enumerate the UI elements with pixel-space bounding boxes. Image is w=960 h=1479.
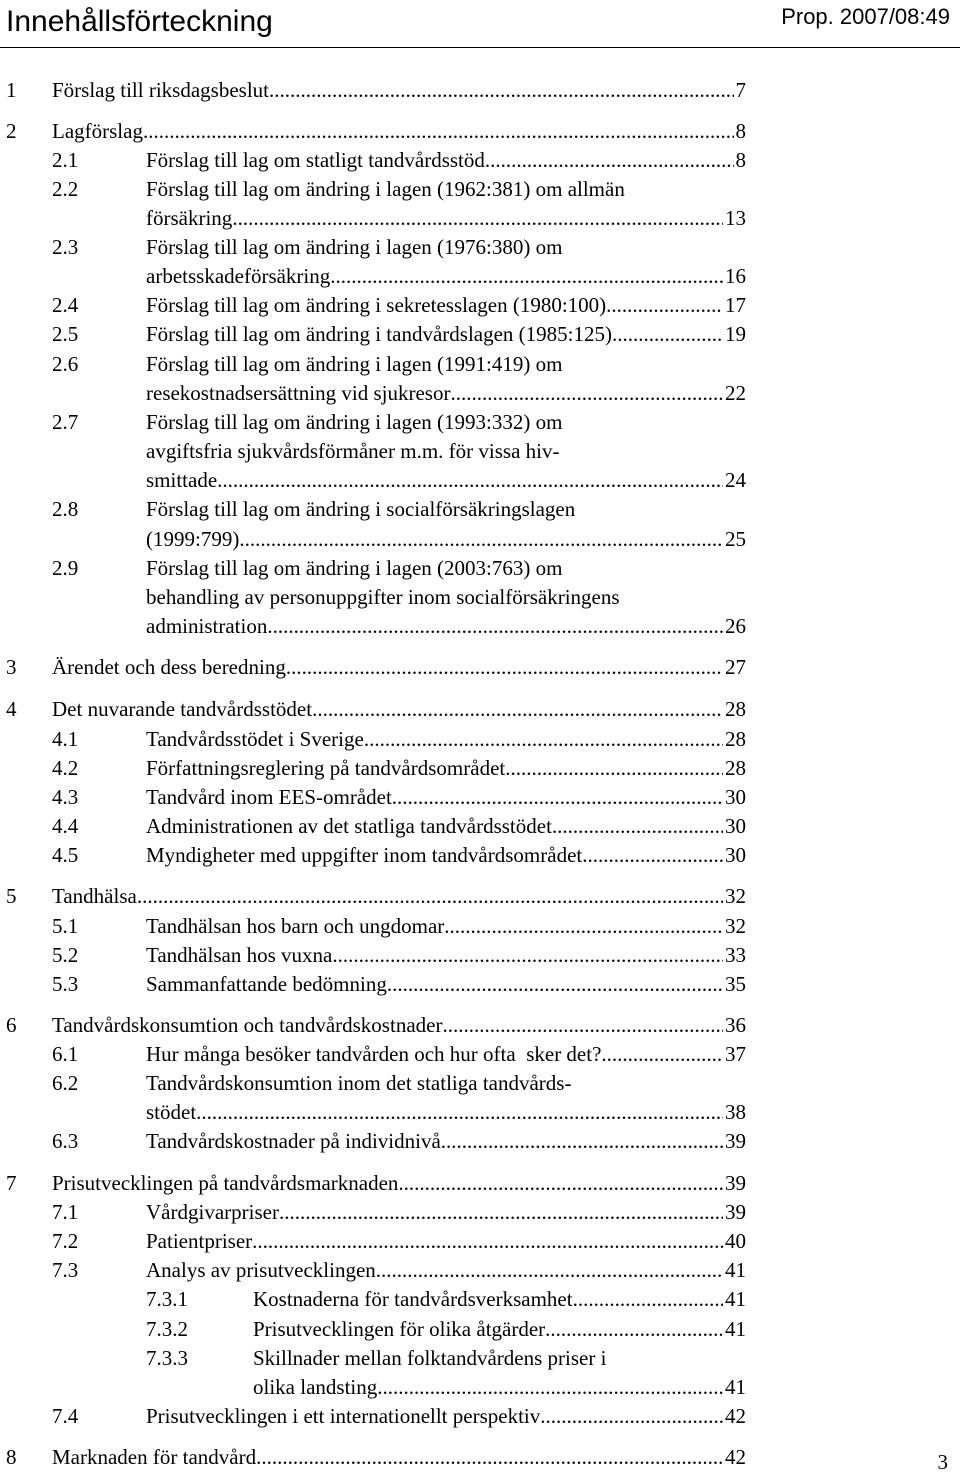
toc-number: 2.1 bbox=[52, 148, 79, 172]
toc-title-line bbox=[52, 1443, 746, 1471]
toc-title: Förslag till lag om ändring i lagen (1993:332) om bbox=[146, 410, 563, 434]
toc-entry-5-2[interactable] bbox=[52, 941, 746, 969]
toc-entry-2-5[interactable] bbox=[52, 320, 746, 348]
toc-title: Ärendet och dess beredning bbox=[52, 655, 286, 679]
toc-number: 4.3 bbox=[52, 785, 79, 809]
toc-page: 41 bbox=[725, 1258, 746, 1282]
toc-title-line bbox=[146, 1040, 746, 1068]
toc-title-line bbox=[52, 882, 746, 910]
toc-title-continuation: behandling av personuppgifter inom socialförsäkringens bbox=[146, 585, 620, 609]
toc-title-line bbox=[52, 1169, 746, 1197]
toc-title: Författningsreglering på tandvårdsområdet bbox=[146, 756, 506, 780]
dot-leader bbox=[312, 695, 723, 723]
toc-title-line bbox=[146, 146, 746, 174]
dot-leader bbox=[612, 320, 723, 348]
dot-leader bbox=[286, 653, 723, 681]
toc-title: Tandvårdsstödet i Sverige bbox=[146, 727, 364, 751]
dot-leader bbox=[582, 841, 723, 869]
toc-title: Patientpriser bbox=[146, 1229, 253, 1253]
toc-title-continuation: smittade bbox=[146, 468, 218, 492]
toc-page: 30 bbox=[725, 843, 746, 867]
toc-entry-7-2[interactable] bbox=[52, 1227, 746, 1255]
toc-title-line bbox=[52, 1011, 746, 1039]
toc-page: 27 bbox=[725, 655, 746, 679]
toc-entry-2-9-cont[interactable] bbox=[146, 583, 746, 611]
toc-page: 41 bbox=[725, 1375, 746, 1399]
toc-entry-2-9-cont2[interactable] bbox=[146, 612, 746, 640]
dot-leader bbox=[606, 291, 723, 319]
toc-page: 37 bbox=[725, 1042, 746, 1066]
toc-number: 6.1 bbox=[52, 1042, 79, 1066]
toc-title-line bbox=[253, 1315, 746, 1343]
toc-title: Prisutvecklingen på tandvårdsmarknaden bbox=[52, 1171, 399, 1195]
dot-leader bbox=[267, 612, 723, 640]
toc-title-continuation: försäkring bbox=[146, 206, 233, 230]
toc-title: Sammanfattande bedömning bbox=[146, 972, 387, 996]
toc-entry-2-8-cont[interactable] bbox=[146, 525, 746, 553]
dot-leader bbox=[377, 1373, 723, 1401]
toc-entry-4-3[interactable] bbox=[52, 783, 746, 811]
toc-number: 2.2 bbox=[52, 177, 79, 201]
toc-title: Förslag till lag om ändring i lagen (1962:381) om allmän bbox=[146, 177, 625, 201]
toc-page: 35 bbox=[725, 972, 746, 996]
toc-title-line bbox=[52, 76, 746, 104]
toc-title-line bbox=[146, 291, 746, 319]
toc-title-line bbox=[146, 1098, 746, 1126]
toc-number: 7.3.2 bbox=[146, 1317, 188, 1341]
dot-leader bbox=[601, 1040, 723, 1068]
toc-number: 5 bbox=[6, 884, 17, 908]
toc-page: 8 bbox=[735, 119, 746, 143]
toc-number: 7.3.3 bbox=[146, 1346, 188, 1370]
toc-page: 24 bbox=[725, 468, 746, 492]
toc-title: Vårdgivarpriser bbox=[146, 1200, 279, 1224]
toc-entry-2-2[interactable] bbox=[52, 175, 746, 203]
toc-entry-8[interactable] bbox=[6, 1443, 746, 1471]
toc-page: 39 bbox=[725, 1171, 746, 1195]
toc-title-line bbox=[146, 379, 746, 407]
toc-entry-4-2[interactable] bbox=[52, 754, 746, 782]
toc-number: 6.2 bbox=[52, 1071, 79, 1095]
toc-number: 7.2 bbox=[52, 1229, 79, 1253]
toc-title: Tandvårdskostnader på individnivå bbox=[146, 1129, 441, 1153]
toc-number: 2.5 bbox=[52, 322, 79, 346]
toc-number: 2.3 bbox=[52, 235, 79, 259]
toc-title-line bbox=[146, 970, 746, 998]
dot-leader bbox=[196, 1098, 723, 1126]
dot-leader bbox=[376, 1256, 723, 1284]
toc-page: 17 bbox=[725, 293, 746, 317]
toc-entry-4[interactable] bbox=[6, 695, 746, 723]
toc-page: 38 bbox=[725, 1100, 746, 1124]
toc-title: Skillnader mellan folktandvårdens priser i bbox=[253, 1346, 607, 1370]
toc-number: 1 bbox=[6, 78, 17, 102]
dot-leader bbox=[364, 725, 723, 753]
toc-entry-6-1[interactable] bbox=[52, 1040, 746, 1068]
toc-entry-4-4[interactable] bbox=[52, 812, 746, 840]
toc-title: Tandvårdskonsumtion och tandvårdskostnader bbox=[52, 1013, 443, 1037]
toc-page: 26 bbox=[725, 614, 746, 638]
toc-title-line bbox=[146, 262, 746, 290]
dot-leader bbox=[505, 754, 723, 782]
toc-title-line bbox=[253, 1373, 746, 1401]
dot-leader bbox=[485, 146, 734, 174]
toc-number: 7.3 bbox=[52, 1258, 79, 1282]
toc-entry-1[interactable] bbox=[6, 76, 746, 104]
toc-page: 32 bbox=[725, 884, 746, 908]
toc-page: 7 bbox=[735, 78, 746, 102]
dot-leader bbox=[540, 1402, 723, 1430]
toc-title: Kostnaderna för tandvårdsverksamhet bbox=[253, 1287, 573, 1311]
dot-leader bbox=[217, 466, 723, 494]
toc-title: Tandhälsan hos vuxna bbox=[146, 943, 333, 967]
toc-page: 30 bbox=[725, 785, 746, 809]
dot-leader bbox=[332, 941, 723, 969]
toc-entry-2-3-cont[interactable] bbox=[146, 262, 746, 290]
toc-number: 7.3.1 bbox=[146, 1287, 188, 1311]
dot-leader bbox=[573, 1285, 723, 1313]
toc-title-line bbox=[146, 1127, 746, 1155]
toc-title: Förslag till lag om ändring i lagen (2003:763) om bbox=[146, 556, 563, 580]
toc-entry-6[interactable] bbox=[6, 1011, 746, 1039]
toc-title-line bbox=[146, 725, 746, 753]
toc-number: 2.4 bbox=[52, 293, 79, 317]
toc-title-line bbox=[146, 525, 746, 553]
toc-title: Tandhälsan hos barn och ungdomar bbox=[146, 914, 445, 938]
toc-title-line bbox=[146, 841, 746, 869]
toc-number: 2 bbox=[6, 119, 17, 143]
toc-entry-2-3[interactable] bbox=[52, 233, 746, 261]
toc-page: 22 bbox=[725, 381, 746, 405]
toc-entry-5-1[interactable] bbox=[52, 912, 746, 940]
toc-page: 33 bbox=[725, 943, 746, 967]
toc-title-continuation: avgiftsfria sjukvårdsförmåner m.m. för vissa hiv- bbox=[146, 439, 560, 463]
toc-title-line bbox=[146, 941, 746, 969]
toc-title-line bbox=[253, 1285, 746, 1313]
toc-title-line bbox=[146, 754, 746, 782]
dot-leader bbox=[450, 379, 723, 407]
toc-number: 5.3 bbox=[52, 972, 79, 996]
toc-entry-6-3[interactable] bbox=[52, 1127, 746, 1155]
toc-page: 40 bbox=[725, 1229, 746, 1253]
toc-number: 2.7 bbox=[52, 410, 79, 434]
toc-entry-2-7[interactable] bbox=[52, 408, 746, 436]
toc-title-continuation: stödet bbox=[146, 1100, 197, 1124]
toc-title: Prisutvecklingen i ett internationellt perspektiv bbox=[146, 1404, 541, 1428]
toc-title-line bbox=[146, 612, 746, 640]
toc-page: 19 bbox=[725, 322, 746, 346]
toc-entry-2-8[interactable] bbox=[52, 495, 746, 523]
dot-leader bbox=[256, 1443, 723, 1471]
toc-number: 7.1 bbox=[52, 1200, 79, 1224]
toc-page: 39 bbox=[725, 1129, 746, 1153]
toc-page: 30 bbox=[725, 814, 746, 838]
toc-title: Förslag till lag om ändring i lagen (1976:380) om bbox=[146, 235, 563, 259]
toc-title: Förslag till lag om ändring i lagen (1991:419) om bbox=[146, 352, 563, 376]
toc-page: 25 bbox=[725, 527, 746, 551]
toc-entry-2[interactable] bbox=[6, 117, 746, 145]
dot-leader bbox=[143, 117, 734, 145]
toc-title-line bbox=[146, 320, 746, 348]
toc-entry-7-3-1[interactable] bbox=[146, 1285, 746, 1313]
toc-title-continuation: arbetsskadeförsäkring bbox=[146, 264, 331, 288]
document-title: Innehållsförteckning bbox=[6, 5, 273, 38]
toc-entry-7-3-2[interactable] bbox=[146, 1315, 746, 1343]
toc-number: 7 bbox=[6, 1171, 17, 1195]
toc-title-continuation: (1999:799) bbox=[146, 527, 240, 551]
toc-entry-7-3-3[interactable] bbox=[146, 1344, 746, 1372]
dot-leader bbox=[392, 783, 723, 811]
toc-number: 6.3 bbox=[52, 1129, 79, 1153]
toc-entry-7[interactable] bbox=[6, 1169, 746, 1197]
toc-page: 8 bbox=[735, 148, 746, 172]
toc-title: Förslag till lag om statligt tandvårdsstöd bbox=[146, 148, 485, 172]
toc-entry-7-3-3-cont[interactable] bbox=[253, 1373, 746, 1401]
toc-page: 28 bbox=[725, 727, 746, 751]
toc-title: Förslag till lag om ändring i socialförsäkringslagen bbox=[146, 497, 576, 521]
toc-title-line bbox=[146, 812, 746, 840]
toc-number: 4 bbox=[6, 697, 17, 721]
toc-number: 2.6 bbox=[52, 352, 79, 376]
toc-title: Prisutvecklingen för olika åtgärder bbox=[253, 1317, 546, 1341]
toc-title-line bbox=[146, 1256, 746, 1284]
dot-leader bbox=[441, 1127, 723, 1155]
toc-number: 4.4 bbox=[52, 814, 79, 838]
dot-leader bbox=[279, 1198, 723, 1226]
toc-title-line bbox=[52, 117, 746, 145]
toc-entry-4-1[interactable] bbox=[52, 725, 746, 753]
toc-title-continuation: olika landsting bbox=[253, 1375, 378, 1399]
toc-page: 32 bbox=[725, 914, 746, 938]
toc-title-line bbox=[52, 695, 746, 723]
toc-entry-7-3[interactable] bbox=[52, 1256, 746, 1284]
toc-entry-2-4[interactable] bbox=[52, 291, 746, 319]
dot-leader bbox=[545, 1315, 723, 1343]
toc-entry-5[interactable] bbox=[6, 882, 746, 910]
toc-title: Det nuvarande tandvårdsstödet bbox=[52, 697, 313, 721]
toc-number: 4.1 bbox=[52, 727, 79, 751]
toc-title: Förslag till lag om ändring i tandvårdslagen (1985:125) bbox=[146, 322, 612, 346]
dot-leader bbox=[442, 1011, 723, 1039]
toc-title-line bbox=[146, 1227, 746, 1255]
toc-title: Förslag till lag om ändring i sekretesslagen (1980:100) bbox=[146, 293, 607, 317]
toc-title-line bbox=[146, 1198, 746, 1226]
dot-leader bbox=[387, 970, 723, 998]
toc-title: Lagförslag bbox=[52, 119, 143, 143]
dot-leader bbox=[252, 1227, 723, 1255]
toc-entry-2-7-cont[interactable] bbox=[146, 437, 746, 465]
toc-title-continuation: resekostnadsersättning vid sjukresor bbox=[146, 381, 451, 405]
toc-entry-7-1[interactable] bbox=[52, 1198, 746, 1226]
toc-title-line bbox=[146, 1402, 746, 1430]
toc-page: 42 bbox=[725, 1445, 746, 1469]
toc-title: Tandvårdskonsumtion inom det statliga tandvårds- bbox=[146, 1071, 572, 1095]
toc-page: 41 bbox=[725, 1287, 746, 1311]
toc-number: 2.8 bbox=[52, 497, 79, 521]
toc-page: 39 bbox=[725, 1200, 746, 1224]
toc-number: 2.9 bbox=[52, 556, 79, 580]
toc-entry-4-5[interactable] bbox=[52, 841, 746, 869]
toc-title: Marknaden för tandvård bbox=[52, 1445, 257, 1469]
dot-leader bbox=[232, 204, 723, 232]
dot-leader bbox=[444, 912, 723, 940]
page-number: 3 bbox=[937, 1450, 948, 1474]
dot-leader bbox=[330, 262, 723, 290]
toc-entry-3[interactable] bbox=[6, 653, 746, 681]
toc-page: 28 bbox=[725, 756, 746, 780]
toc-title-continuation: administration bbox=[146, 614, 268, 638]
toc-number: 6 bbox=[6, 1013, 17, 1037]
toc-entry-7-4[interactable] bbox=[52, 1402, 746, 1430]
toc-number: 8 bbox=[6, 1445, 17, 1469]
toc-entry-6-2[interactable] bbox=[52, 1069, 746, 1097]
toc-entry-2-9[interactable] bbox=[52, 554, 746, 582]
dot-leader bbox=[552, 812, 723, 840]
toc-number: 5.1 bbox=[52, 914, 79, 938]
toc-title-line bbox=[146, 912, 746, 940]
toc-title: Tandvård inom EES-området bbox=[146, 785, 392, 809]
dot-leader bbox=[269, 76, 734, 104]
toc-number: 5.2 bbox=[52, 943, 79, 967]
toc-entry-5-3[interactable] bbox=[52, 970, 746, 998]
toc-number: 3 bbox=[6, 655, 17, 679]
toc-entry-2-1[interactable] bbox=[52, 146, 746, 174]
toc-title: Förslag till riksdagsbeslut bbox=[52, 78, 269, 102]
toc-entry-2-6[interactable] bbox=[52, 350, 746, 378]
toc-entry-2-2-cont[interactable] bbox=[146, 204, 746, 232]
toc-page: 13 bbox=[725, 206, 746, 230]
toc-title-line bbox=[146, 204, 746, 232]
toc-title-line bbox=[146, 466, 746, 494]
toc-title: Hur många besöker tandvården och hur ofta sker det? bbox=[146, 1042, 602, 1066]
toc-title: Myndigheter med uppgifter inom tandvårdsområdet bbox=[146, 843, 583, 867]
toc-entry-2-7-cont2[interactable] bbox=[146, 466, 746, 494]
toc-title-line bbox=[146, 783, 746, 811]
proposition-reference: Prop. 2007/08:49 bbox=[781, 4, 950, 29]
toc-number: 4.2 bbox=[52, 756, 79, 780]
dot-leader bbox=[398, 1169, 723, 1197]
toc-page: 16 bbox=[725, 264, 746, 288]
toc-page: 36 bbox=[725, 1013, 746, 1037]
toc-title-line bbox=[52, 653, 746, 681]
toc-entry-6-2-cont[interactable] bbox=[146, 1098, 746, 1126]
dot-leader bbox=[137, 882, 723, 910]
toc-number: 7.4 bbox=[52, 1404, 79, 1428]
dot-leader bbox=[239, 525, 723, 553]
toc-title: Administrationen av det statliga tandvårdsstödet bbox=[146, 814, 552, 838]
toc-entry-2-6-cont[interactable] bbox=[146, 379, 746, 407]
toc-page: 28 bbox=[725, 697, 746, 721]
toc-page: 42 bbox=[725, 1404, 746, 1428]
toc-title: Analys av prisutvecklingen bbox=[146, 1258, 376, 1282]
toc-page: 41 bbox=[725, 1317, 746, 1341]
toc-title: Tandhälsa bbox=[52, 884, 137, 908]
toc-number: 4.5 bbox=[52, 843, 79, 867]
